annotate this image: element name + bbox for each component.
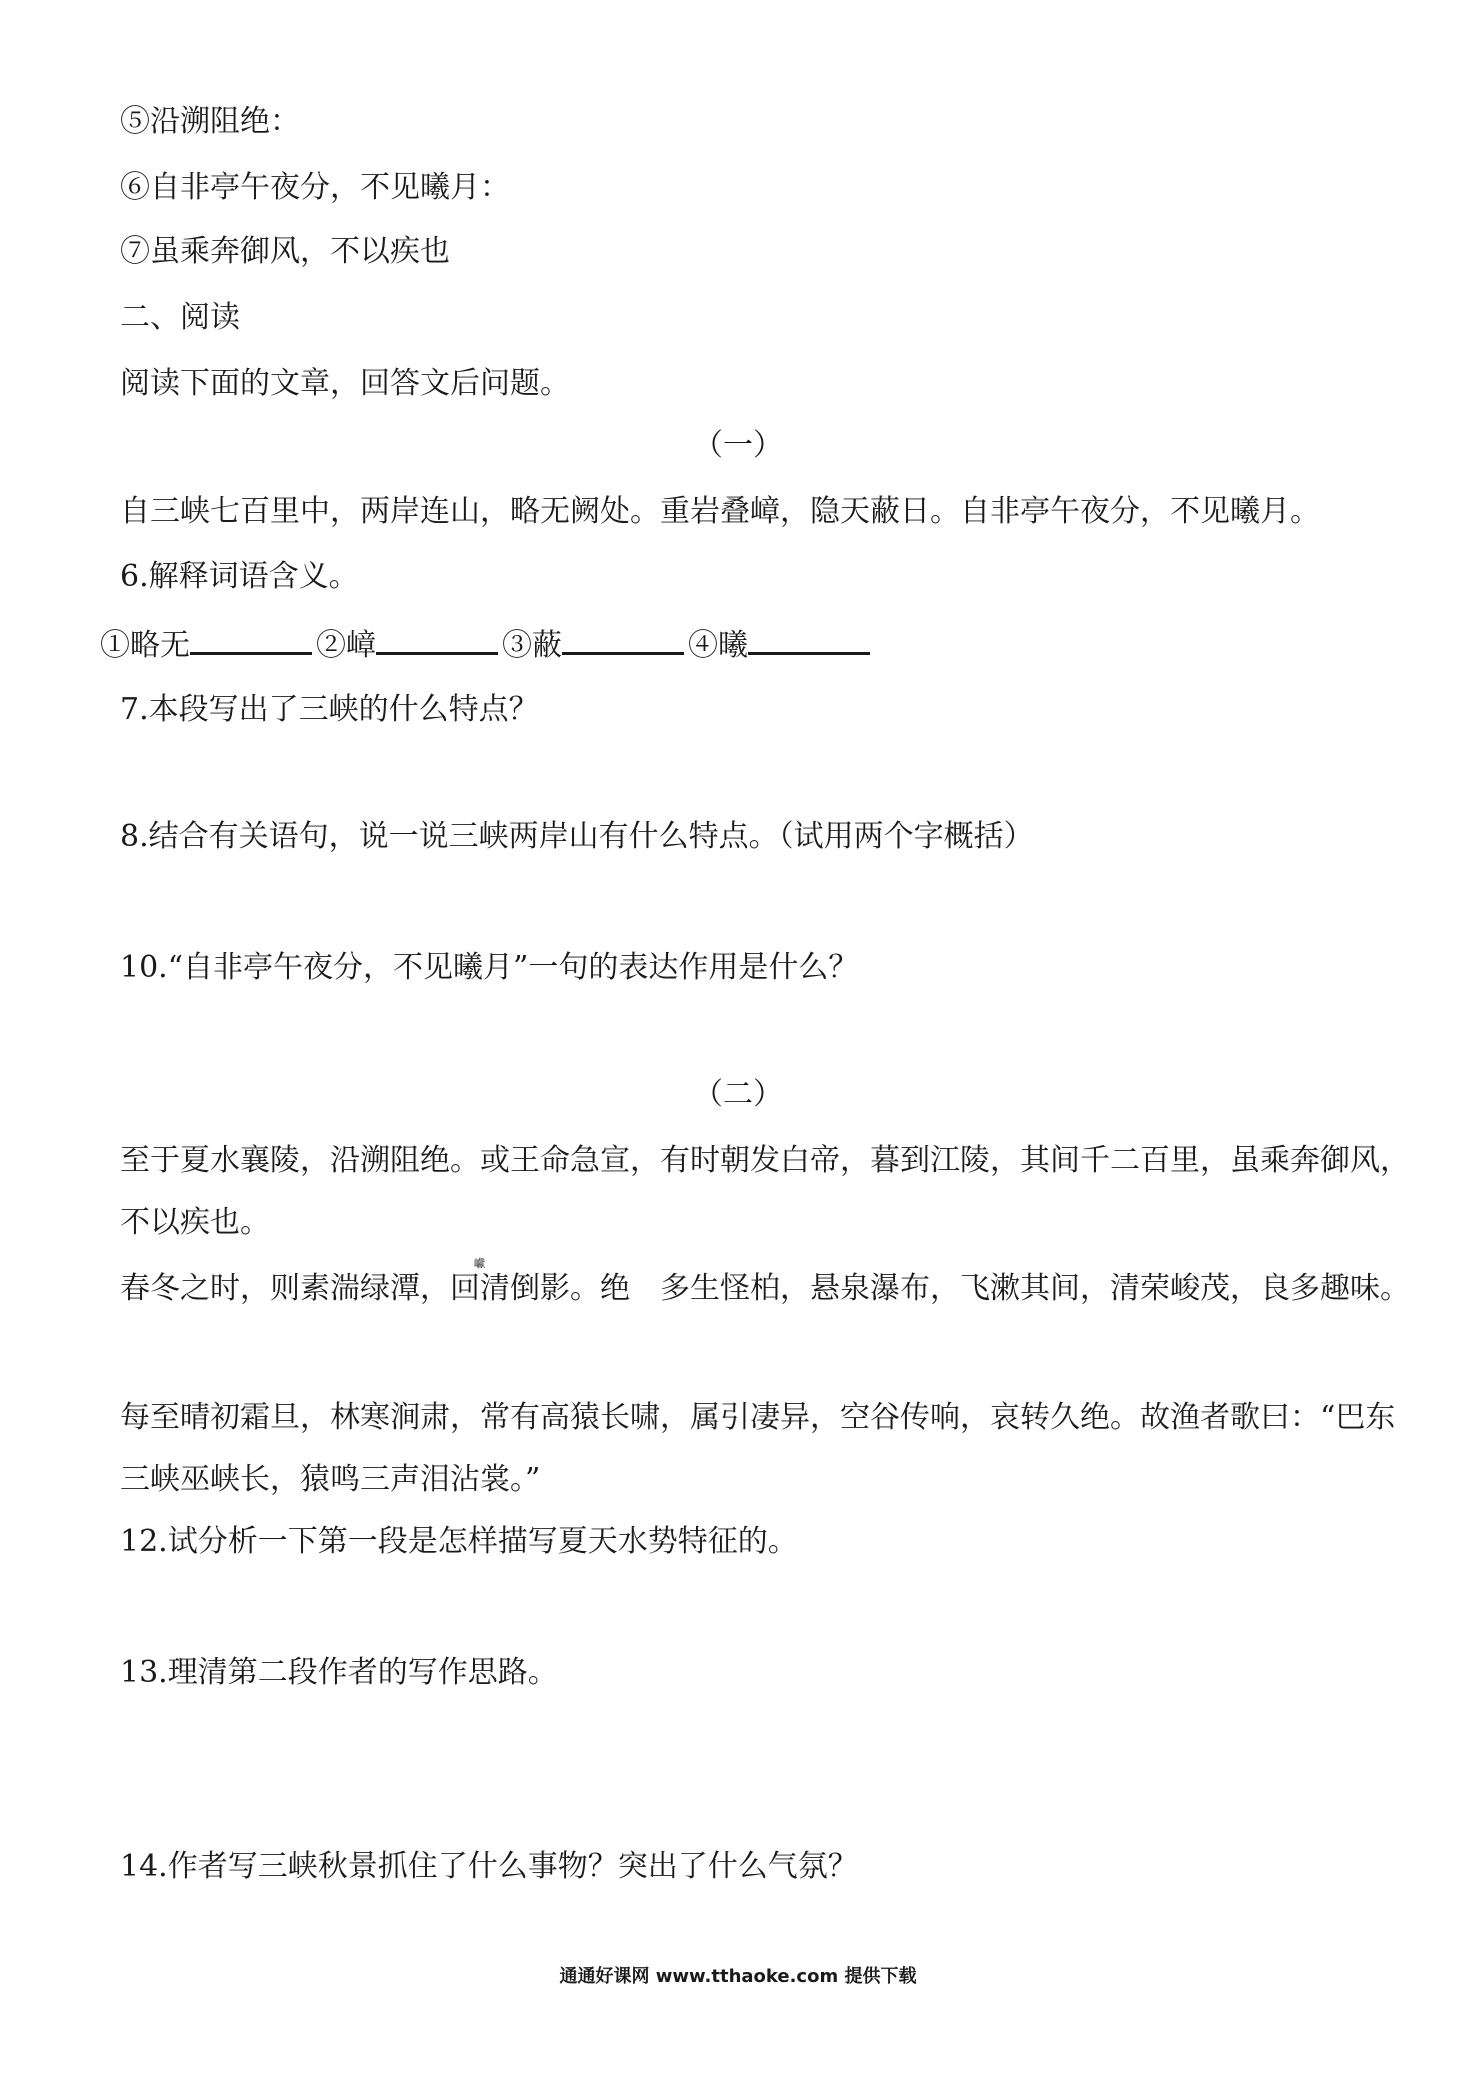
blank-label: ③蔽 bbox=[502, 628, 562, 663]
passage-2-paragraph-1: 至于夏水襄陵，沿溯阻绝。或王命急宣，有时朝发白帝，暮到江陵，其间千二百里，虽乘奔御风，不以疾也。 bbox=[120, 1143, 1410, 1240]
question-12: 12.试分析一下第一段是怎样描写夏天水势特征的。 bbox=[120, 1524, 798, 1559]
question-10: 10.“自非亭午夜分，不见曦月”一句的表达作用是什么？ bbox=[120, 950, 859, 985]
passage-1-heading: （一） bbox=[693, 428, 783, 463]
answer-blank[interactable] bbox=[562, 622, 684, 655]
passage-2-paragraph-3: 每至晴初霜旦，林寒涧肃，常有高猿长啸，属引凄异，空谷传响，哀转久绝。故渔者歌曰：“巴东三峡巫峡长，猿鸣三声泪沾裳。” bbox=[120, 1400, 1396, 1497]
question-7: 7.本段写出了三峡的什么特点？ bbox=[120, 692, 539, 727]
item-5: ⑤沿溯阻绝： bbox=[120, 104, 300, 139]
blank-label: ②嶂 bbox=[316, 628, 376, 663]
answer-blank[interactable] bbox=[748, 622, 870, 655]
reading-instruction: 阅读下面的文章，回答文后问题。 bbox=[120, 366, 570, 401]
item-6: ⑥自非亭午夜分，不见曦月： bbox=[120, 170, 510, 205]
question-14: 14.作者写三峡秋景抓住了什么事物？突出了什么气氛？ bbox=[120, 1849, 858, 1884]
section-heading-reading: 二、阅读 bbox=[120, 300, 240, 335]
blank-label: ④曦 bbox=[688, 628, 748, 663]
question-8: 8.结合有关语句，说一说三峡两岸山有什么特点。（试用两个字概括） bbox=[120, 819, 1034, 854]
blank-label: ①略无 bbox=[100, 628, 190, 663]
page-footer: 通通好课网 www.tthaoke.com 提供下载 bbox=[559, 1966, 917, 1987]
answer-blank[interactable] bbox=[376, 622, 498, 655]
question-6: 6.解释词语含义。 bbox=[120, 559, 359, 594]
inserted-character: 巘 bbox=[474, 1257, 485, 1270]
item-7: ⑦虽乘奔御风，不以疾也 bbox=[120, 234, 450, 269]
passage-2-paragraph-2: 春冬之时，则素湍绿潭，回清倒影。绝 多生怪柏，悬泉瀑布，飞漱其间，清荣峻茂，良多趣味。 bbox=[120, 1271, 1410, 1306]
answer-blank[interactable] bbox=[190, 622, 312, 655]
passage-1-text: 自三峡七百里中，两岸连山，略无阙处。重岩叠嶂，隐天蔽日。自非亭午夜分，不见曦月。 bbox=[120, 494, 1320, 529]
passage-2-heading: （二） bbox=[693, 1077, 783, 1112]
question-6-blanks bbox=[100, 622, 874, 666]
question-13: 13.理清第二段作者的写作思路。 bbox=[120, 1655, 558, 1690]
